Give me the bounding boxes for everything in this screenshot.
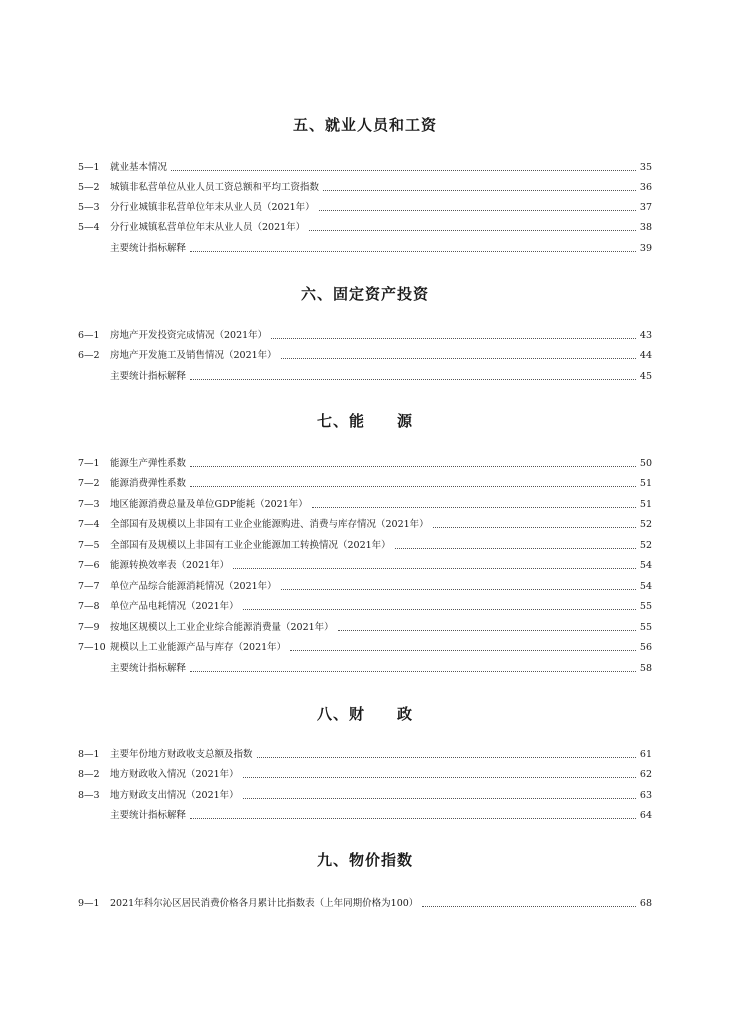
toc-entry[interactable]: 5—2 城镇非私营单位从业人员工资总额和平均工资指数 36 bbox=[78, 182, 652, 193]
toc-entry[interactable]: 7—7 单位产品综合能源消耗情况（2021年） 54 bbox=[78, 581, 652, 592]
toc-entry[interactable]: 7—4 全部国有及规模以上非国有工业企业能源购进、消费与库存情况（2021年） 52 bbox=[78, 519, 652, 530]
toc-entry[interactable]: 7—2 能源消费弹性系数 51 bbox=[78, 478, 652, 489]
toc-entry[interactable]: 8—1 主要年份地方财政收支总额及指数 61 bbox=[78, 749, 652, 760]
section-employment bbox=[0, 114, 730, 136]
toc-entry[interactable]: 7—1 能源生产弹性系数 50 bbox=[78, 458, 652, 469]
toc-entry[interactable]: 7—5 全部国有及规模以上非国有工业企业能源加工转换情况（2021年） 52 bbox=[78, 540, 652, 551]
toc-entry[interactable]: 7—8 单位产品电耗情况（2021年） 55 bbox=[78, 601, 652, 612]
toc-entry[interactable]: 5—1 就业基本情况 35 bbox=[78, 162, 652, 173]
toc-entry[interactable]: 7—6 能源转换效率表（2021年） 54 bbox=[78, 560, 652, 571]
section-title: 九、物价指数 bbox=[316, 851, 413, 869]
toc-entry[interactable]: 7—10 规模以上工业能源产品与库存（2021年） 56 bbox=[78, 642, 652, 653]
toc-entry[interactable]: 9—1 2021年科尔沁区居民消费价格各月累计比指数表（上年同期价格为100） 68 bbox=[78, 898, 652, 909]
section-finance bbox=[0, 703, 730, 725]
toc-entry[interactable]: 6—1 房地产开发投资完成情况（2021年） 43 bbox=[78, 330, 652, 341]
toc-entry[interactable]: 7—3 地区能源消费总量及单位GDP能耗（2021年） 51 bbox=[78, 499, 652, 510]
section-price-index bbox=[0, 849, 730, 871]
section-title: 五、就业人员和工资 bbox=[292, 116, 437, 134]
toc-entry[interactable]: 主要统计指标解释 45 bbox=[110, 371, 652, 382]
section-energy bbox=[0, 410, 730, 432]
section-fixed-assets bbox=[0, 283, 730, 305]
section-title: 七、能 源 bbox=[316, 412, 413, 430]
toc-entry[interactable]: 主要统计指标解释 64 bbox=[110, 810, 652, 821]
toc-entry[interactable]: 5—4 分行业城镇私营单位年末从业人员（2021年） 38 bbox=[78, 222, 652, 233]
toc-entry[interactable]: 8—3 地方财政支出情况（2021年） 63 bbox=[78, 790, 652, 801]
section-title: 六、固定资产投资 bbox=[300, 285, 429, 303]
toc-entry[interactable]: 7—9 按地区规模以上工业企业综合能源消费量（2021年） 55 bbox=[78, 622, 652, 633]
toc-entry[interactable]: 8—2 地方财政收入情况（2021年） 62 bbox=[78, 769, 652, 780]
toc-entry[interactable]: 主要统计指标解释 58 bbox=[110, 663, 652, 674]
toc-entry[interactable]: 6—2 房地产开发施工及销售情况（2021年） 44 bbox=[78, 350, 652, 361]
section-title: 八、财 政 bbox=[316, 705, 413, 723]
toc-entry[interactable]: 主要统计指标解释 39 bbox=[110, 243, 652, 254]
toc-entry[interactable]: 5—3 分行业城镇非私营单位年末从业人员（2021年） 37 bbox=[78, 202, 652, 213]
